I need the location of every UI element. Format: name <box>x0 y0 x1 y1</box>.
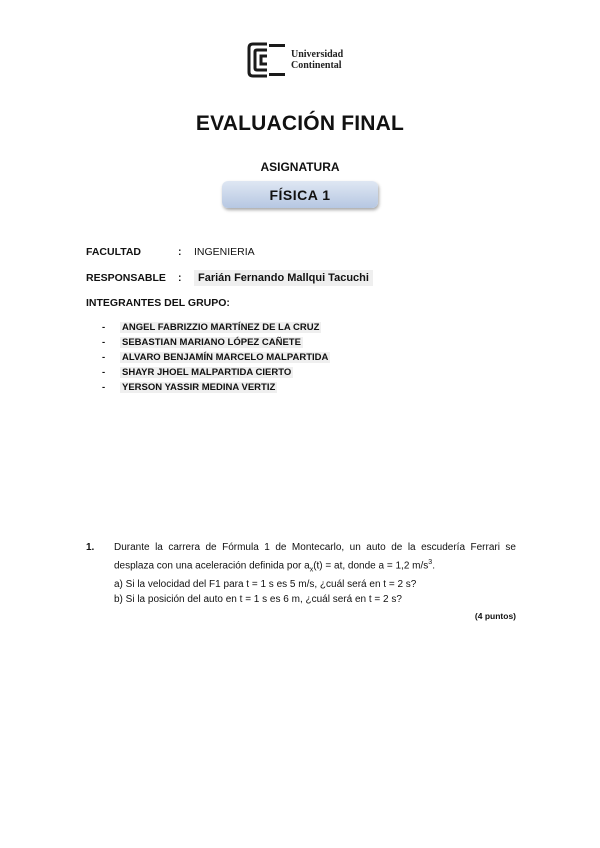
question-part-a: a) Si la velocidad del F1 para t = 1 s es 5 m/s, ¿cuál será en t = 2 s? <box>114 579 417 591</box>
list-item: - SEBASTIAN MARIANO LÓPEZ CAÑETE <box>102 337 301 348</box>
question-1 <box>86 540 516 624</box>
university-logo <box>247 40 357 80</box>
list-item: - ALVARO BENJAMÍN MARCELO MALPARTIDA <box>102 352 329 363</box>
member-name: SEBASTIAN MARIANO LÓPEZ CAÑETE <box>122 337 301 348</box>
subject-name-box <box>222 181 378 208</box>
question-number: 1. <box>86 542 95 553</box>
responsible-row <box>86 270 373 286</box>
member-name: YERSON YASSIR MEDINA VERTIZ <box>122 382 276 393</box>
group-title: INTEGRANTES DEL GRUPO: <box>86 297 230 309</box>
list-item: - ANGEL FABRIZZIO MARTÍNEZ DE LA CRUZ <box>102 322 320 333</box>
question-points: (4 puntos) <box>474 611 516 622</box>
faculty-separator: : <box>178 246 182 258</box>
member-name: SHAYR JHOEL MALPARTIDA CIERTO <box>122 367 292 378</box>
responsible-separator: : <box>178 272 182 284</box>
members-list <box>102 320 330 395</box>
list-item: - YERSON YASSIR MEDINA VERTIZ <box>102 382 276 393</box>
faculty-row <box>86 246 255 258</box>
subject-label: ASIGNATURA <box>260 160 340 174</box>
responsible-value: Farián Fernando Mallqui Tacuchi <box>194 270 373 286</box>
member-name: ANGEL FABRIZZIO MARTÍNEZ DE LA CRUZ <box>122 322 320 333</box>
question-statement: Durante la carrera de Fórmula 1 de Montecarlo, un auto de la escudería Ferrari se desplaza con una aceleración definida por $a_x(t)$ = at, donde a = 1,2 $m/s^3$. <box>114 542 516 574</box>
document-title: EVALUACIÓN FINAL <box>195 112 405 135</box>
responsible-label: RESPONSABLE <box>86 272 166 284</box>
logo-mark-icon <box>247 42 287 78</box>
question-body <box>114 540 516 624</box>
member-name: ALVARO BENJAMÍN MARCELO MALPARTIDA <box>122 352 329 363</box>
list-item: - SHAYR JHOEL MALPARTIDA CIERTO <box>102 367 292 378</box>
faculty-label: FACULTAD <box>86 246 142 258</box>
logo-text: Universidad Continental <box>291 49 344 71</box>
question-part-b: b) Si la posición del auto en t = 1 s es 6 m, ¿cuál será en t = 2 s? <box>114 594 402 606</box>
faculty-value: INGENIERIA <box>194 246 255 258</box>
subject-name: FÍSICA 1 <box>269 186 331 203</box>
